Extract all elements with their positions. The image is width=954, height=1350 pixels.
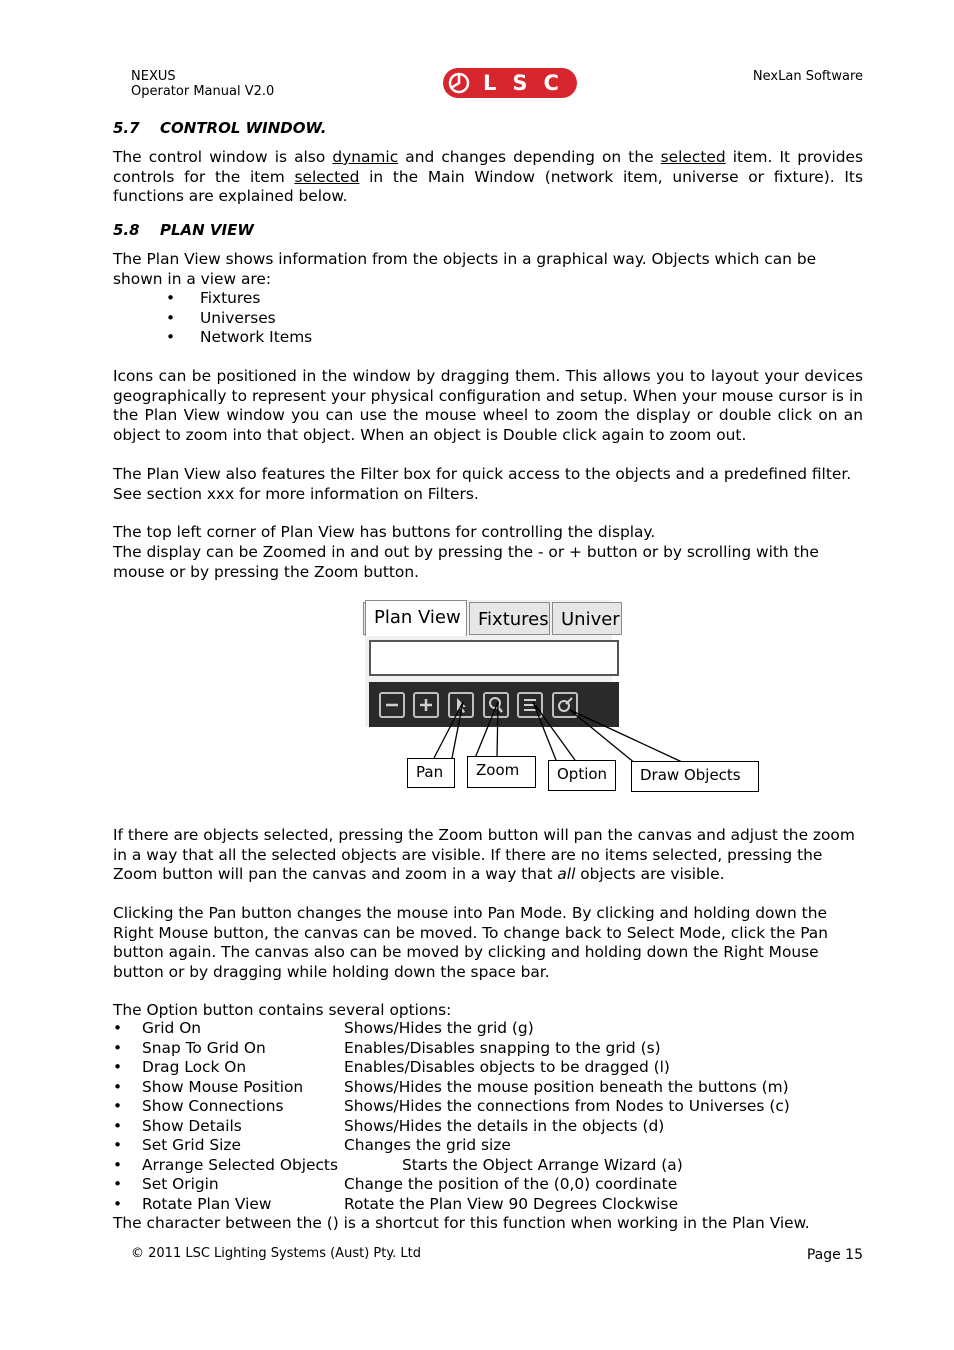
text-run: in the Main Window (network item, universe or fixture). Its functions are explained below.: [113, 167, 863, 205]
shortcut-note: [113, 1214, 810, 1234]
option-name: Show Connections: [142, 1097, 284, 1115]
buttons-paragraph-line1: The top left corner of Plan View has buttons for controlling the display.: [113, 523, 656, 541]
callout-option: Option: [548, 760, 616, 791]
option-description: Change the position of the (0,0) coordinate: [344, 1175, 678, 1193]
option-name: Show Details: [142, 1116, 242, 1135]
shortcut-note-text: The character between the () is a shortcut for this function when working in the Plan View.: [113, 1214, 810, 1232]
text-run: If there are objects selected, pressing the Zoom button will pan the canvas and adjust the zoom in a way that all the selected objects are visible. If there are no items selected, pressing the Zoom button will pan the canvas and zoom in a way that: [113, 826, 855, 883]
text-run: The control window is also: [113, 148, 333, 166]
plan-view-intro: The Plan View shows information from the objects in a graphical way. Objects which can be shown in a view are:: [113, 250, 817, 288]
logo-text: LSC: [483, 71, 575, 95]
zoom-paragraph: [113, 826, 863, 885]
option-description: Rotate the Plan View 90 Degrees Clockwise: [344, 1194, 679, 1213]
header-right: NexLan Software: [752, 69, 863, 84]
option-description: Shows/Hides the connections from Nodes to Universes (c): [344, 1097, 790, 1115]
callout-draw-objects: Draw Objects: [631, 761, 759, 792]
option-name: Set Origin: [142, 1175, 219, 1193]
option-name: Set Grid Size: [142, 1136, 241, 1154]
list-item: • Show Connections Shows/Hides the connections from Nodes to Universes (c): [113, 1097, 790, 1115]
footer-copyright: © 2011 LSC Lighting Systems (Aust) Pty. Ltd: [131, 1246, 422, 1261]
list-item: • Fixtures: [168, 289, 312, 309]
section-number: 5.7: [113, 119, 140, 137]
footer-page-number: Page 15: [806, 1247, 863, 1263]
text-run: and changes depending on the: [398, 148, 661, 166]
option-description: Shows/Hides the mouse position beneath the buttons (m): [344, 1077, 789, 1096]
option-description: Enables/Disables snapping to the grid (s): [344, 1038, 661, 1057]
list-item: • Grid On Shows/Hides the grid (g): [113, 1019, 534, 1037]
section-number: 5.8: [113, 221, 140, 239]
doc-product: NEXUS: [131, 69, 176, 84]
pan-paragraph: Clicking the Pan button changes the mouse into Pan Mode. By clicking and holding down the Right Mouse button, the canvas can be moved. To change back to Select Mode, click the Pan button again. The canvas also can be moved by clicking and holding down the Right Mouse button or by dragging while holding down the space bar.: [113, 904, 828, 981]
list-item: • Snap To Grid On Enables/Disables snapping to the grid (s): [113, 1038, 661, 1057]
section-title: PLAN VIEW: [160, 221, 254, 239]
option-name: Arrange Selected Objects: [142, 1155, 338, 1174]
tab-plan-view[interactable]: Plan View: [365, 600, 467, 636]
dynamic-link: dynamic: [332, 148, 399, 166]
list-item: • Arrange Selected Objects Starts the Object Arrange Wizard (a): [113, 1155, 683, 1174]
list-item: • Universes: [168, 309, 312, 329]
list-item: • Set Origin Change the position of the (0,0) coordinate: [113, 1175, 678, 1193]
buttons-paragraph-line2: The display can be Zoomed in and out by pressing the - or + button or by scrolling with the mouse or by pressing the Zoom button.: [113, 543, 819, 581]
list-item: • Show Mouse Position Shows/Hides the mouse position beneath the buttons (m): [113, 1077, 789, 1096]
filter-paragraph: The Plan View also features the Filter box for quick access to the objects and a predefined filter. See section xxx for more information on Filters.: [113, 465, 852, 503]
text-run: item. It provides controls for the item: [113, 148, 864, 186]
doc-manual-version: Operator Manual V2.0: [131, 84, 275, 99]
selected-link: selected: [294, 167, 360, 186]
option-name: Show Mouse Position: [142, 1077, 304, 1096]
callout-pan: Pan: [407, 758, 455, 788]
option-description: Enables/Disables objects to be dragged (l): [344, 1058, 670, 1076]
option-name: Drag Lock On: [142, 1058, 247, 1076]
option-name: Rotate Plan View: [142, 1194, 272, 1213]
option-name: Snap To Grid On: [142, 1038, 266, 1057]
option-description: Shows/Hides the details in the objects (d): [344, 1116, 665, 1135]
option-description: Changes the grid size: [344, 1136, 511, 1154]
tab-universes[interactable]: Univer: [552, 602, 622, 635]
tab-fixtures[interactable]: Fixtures: [469, 602, 550, 635]
section-title: CONTROL WINDOW.: [160, 119, 327, 137]
selected-link: selected: [660, 148, 726, 166]
icons-paragraph: Icons can be positioned in the window by dragging them. This allows you to layout your devices geographically to represent your physical configuration and setup. When your mouse cursor is in the Plan View window you can use the mouse wheel to zoom the display or double click on an object to zoom into that object. When an object is Double click again to zoom out.: [113, 367, 863, 444]
option-description: Starts the Object Arrange Wizard (a): [402, 1155, 683, 1174]
list-item: • Drag Lock On Enables/Disables objects to be dragged (l): [113, 1058, 670, 1076]
options-intro: The Option button contains several options:: [113, 1001, 452, 1019]
list-item: • Rotate Plan View Rotate the Plan View 90 Degrees Clockwise: [113, 1194, 679, 1213]
list-item: • Show Details Shows/Hides the details in the objects (d): [113, 1116, 665, 1135]
text-run: objects are visible.: [575, 865, 725, 883]
option-description: Shows/Hides the grid (g): [344, 1019, 534, 1037]
emphasis-all: all: [557, 865, 576, 883]
list-item: • Set Grid Size Changes the grid size: [113, 1136, 511, 1154]
callout-zoom: Zoom: [467, 756, 536, 788]
list-item: • Network Items: [168, 328, 312, 348]
options-list: [113, 1019, 810, 1234]
option-name: Grid On: [142, 1019, 202, 1037]
